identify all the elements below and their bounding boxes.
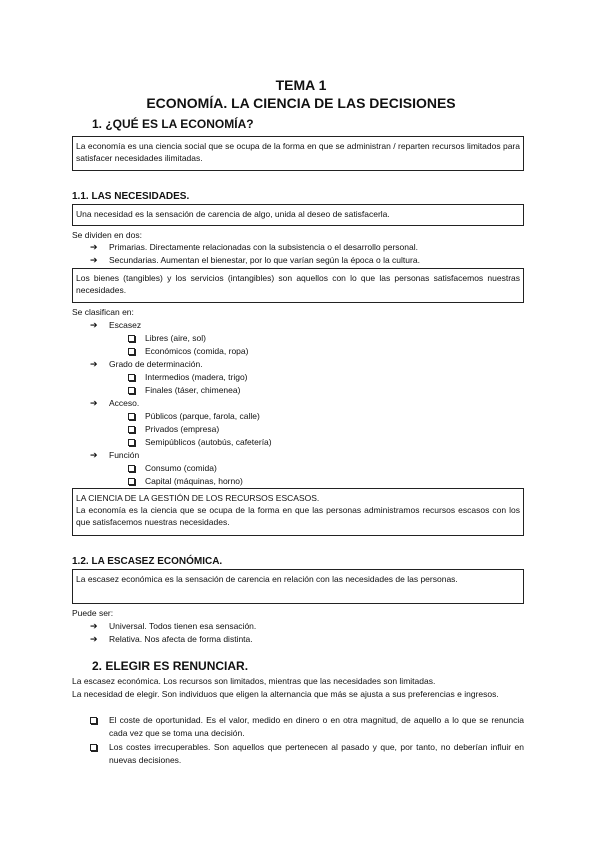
definition-box-ciencia: [72, 488, 524, 536]
sub-item: Privados (empresa): [145, 424, 220, 434]
classify-intro: Se clasifican en:: [72, 307, 134, 317]
checkbox-bullet-icon: [128, 335, 135, 342]
escasez-intro: Puede ser:: [72, 608, 114, 618]
box-title: LA CIENCIA DE LA GESTIÓN DE LOS RECURSOS ESCASOS.: [76, 493, 320, 503]
checkbox-bullet-icon: [128, 413, 135, 420]
checkbox-bullet-icon: [90, 744, 97, 751]
group-escasez: Escasez: [109, 320, 142, 330]
checkbox-bullet-icon: [128, 478, 135, 485]
escasez-item-relativa: Relativa. Nos afecta de forma distinta.: [109, 634, 253, 644]
checkbox-bullet-icon: [90, 717, 97, 724]
group-funcion: Función: [109, 450, 140, 460]
checkbox-bullet-icon: [128, 374, 135, 381]
section-2-heading: 2. ELEGIR ES RENUNCIAR.: [92, 659, 249, 673]
checkbox-bullet-icon: [128, 348, 135, 355]
arrow-icon: ➔: [90, 242, 98, 252]
paragraph-elegir: La necesidad de elegir. Son individuos que eligen la alternancia que más se ajusta a sus preferencias e ingresos.: [72, 689, 499, 699]
sub-item: Libres (aire, sol): [145, 333, 206, 343]
definition-box-escasez: La escasez económica es la sensación de carencia en relación con las necesidades de las personas.: [72, 569, 524, 604]
doc-subtitle: ECONOMÍA. LA CIENCIA DE LAS DECISIONES: [146, 95, 456, 111]
group-acceso: Acceso.: [109, 398, 140, 408]
definition-box-necesidad: Una necesidad es la sensación de carencia de algo, unida al deseo de satisfacerla.: [72, 204, 524, 226]
needs-item-primarias: Primarias. Directamente relacionadas con la subsistencia o el desarrollo personal.: [109, 242, 418, 252]
arrow-icon: ➔: [90, 359, 98, 369]
arrow-icon: ➔: [90, 320, 98, 330]
checkbox-bullet-icon: [128, 426, 135, 433]
bullet-costes-irrecuperables: Los costes irrecuperables. Son aquellos que pertenecen al pasado y que, por tanto, no deberían influir en nuevas decisiones.: [109, 742, 524, 765]
group-grado: Grado de determinación.: [109, 359, 203, 369]
arrow-icon: ➔: [90, 398, 98, 408]
arrow-icon: ➔: [90, 634, 98, 644]
checkbox-bullet-icon: [128, 439, 135, 446]
sub-item: Públicos (parque, farola, calle): [145, 411, 260, 421]
sub-item: Económicos (comida, ropa): [145, 346, 249, 356]
bullet-coste-oportunidad: El coste de oportunidad. Es el valor, medido en dinero o en otra magnitud, de aquello a lo que se renuncia cada vez que se toma una decisión.: [109, 715, 524, 738]
section-1-heading: 1. ¿QUÉ ES LA ECONOMÍA?: [92, 117, 254, 131]
section-1-1-heading: 1.1. LAS NECESIDADES.: [72, 191, 190, 202]
section-1-2-heading: 1.2. LA ESCASEZ ECONÓMICA.: [72, 556, 223, 567]
sub-item: Finales (táser, chimenea): [145, 385, 241, 395]
doc-title: TEMA 1: [275, 77, 327, 93]
arrow-icon: ➔: [90, 450, 98, 460]
box-text: La economía es la ciencia que se ocupa de la forma en que las personas administramos recursos escasos con los que satisfacemos nuestras necesidades.: [76, 505, 520, 527]
sub-item: Intermedios (madera, trigo): [145, 372, 248, 382]
escasez-item-universal: Universal. Todos tienen esa sensación.: [109, 621, 257, 631]
sub-item: Capital (máquinas, horno): [145, 476, 243, 486]
needs-item-secundarias: Secundarias. Aumentan el bienestar, por lo que varían según la época o la cultura.: [109, 255, 420, 265]
definition-box-bienes: Los bienes (tangibles) y los servicios (intangibles) son aquellos con lo que las personas satisfacemos nuestras necesidades.: [72, 268, 524, 303]
needs-intro: Se dividen en dos:: [72, 230, 142, 240]
sub-item: Semipúblicos (autobús, cafetería): [145, 437, 272, 447]
checkbox-bullet-icon: [128, 465, 135, 472]
definition-box-economia: La economía es una ciencia social que se ocupa de la forma en que se administran / reparten recursos limitados para satisfacer necesidades ilimitadas.: [72, 136, 524, 171]
sub-item: Consumo (comida): [145, 463, 217, 473]
arrow-icon: ➔: [90, 255, 98, 265]
arrow-icon: ➔: [90, 621, 98, 631]
checkbox-bullet-icon: [128, 387, 135, 394]
paragraph-escasez: La escasez económica. Los recursos son limitados, mientras que las necesidades son limitadas.: [72, 676, 436, 686]
